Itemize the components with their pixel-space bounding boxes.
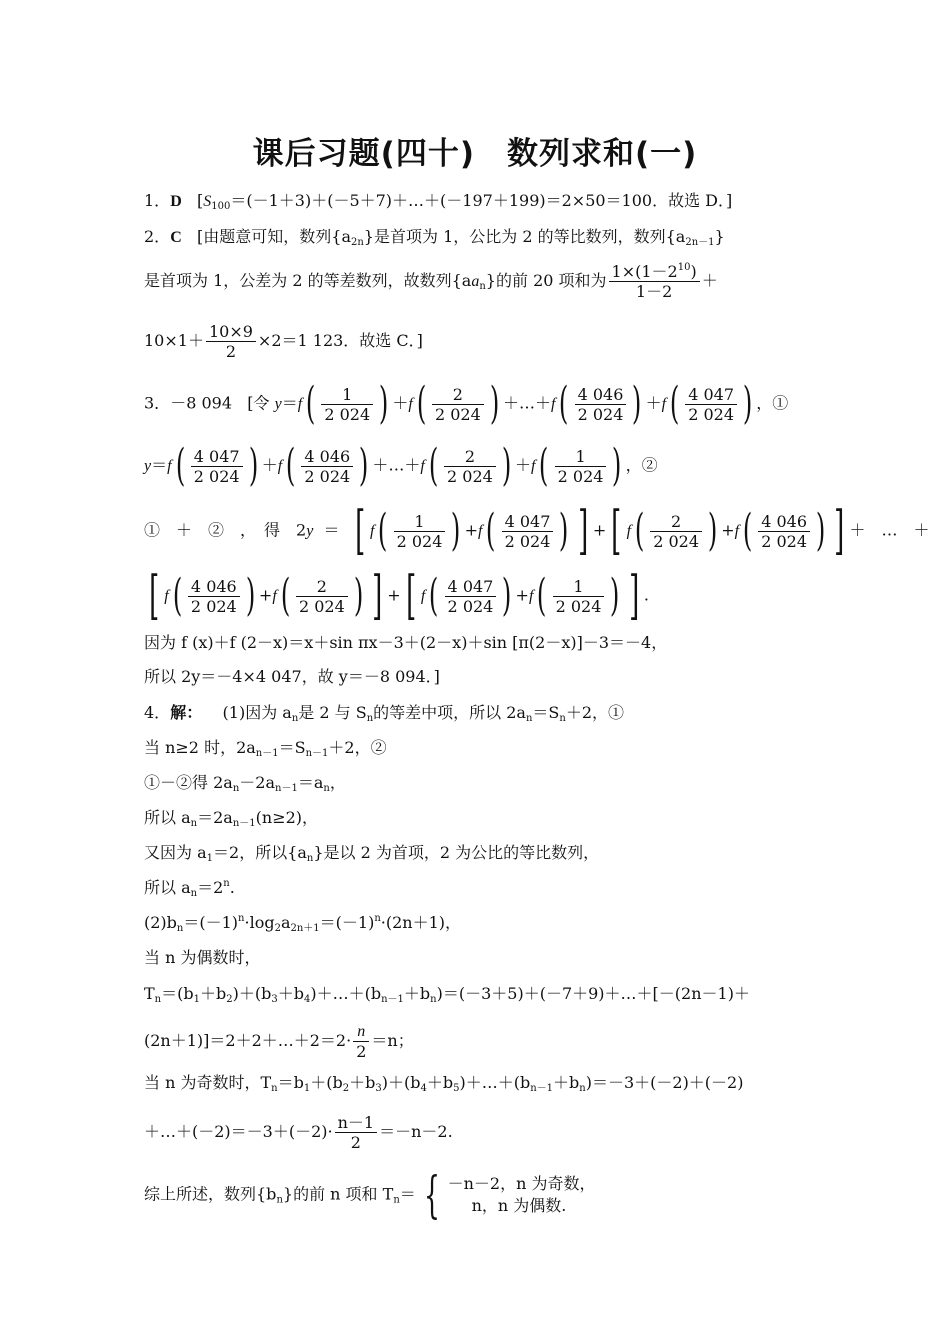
q1-number: 1． — [144, 191, 171, 210]
q3-line-1: 3．－8 094 [令 y＝f( $\frac{1}{2 024}$ ) ＋f( $\frac{2}{2 024}$ ) ＋…＋f( $\frac{4 046}{2 024}$ ) ＋f( $\frac{4 047}{2 024}$ ) ，① — [144, 378, 789, 429]
page-title: 课后习题(四十) 数列求和(一) — [252, 136, 698, 172]
q4-line-13: 综上所述，数列$\{b_n\}$的前 n 项和 $T_n=$ { －n－2，n 为奇数， n，n 为偶数. — [144, 1166, 596, 1224]
q2-answer: C — [170, 229, 182, 246]
q3-number: 3． — [144, 393, 171, 413]
q3-answer: －8 094 — [170, 393, 232, 413]
cases-brace: { — [423, 1166, 440, 1224]
q1-answer: D — [170, 193, 182, 210]
q3-line-4: [ f( $\frac{4 046}{2 024}$ ) +f( $\frac{2}{2 024}$ ) ] +[ f( $\frac{4 047}{2 024}$ ) +f( $\frac{1}{2 024}$ ) ] . — [149, 566, 649, 626]
q4-line-8: 当 n 为偶数时， — [144, 948, 261, 967]
q3-line-6: 所以 2y＝－4×4 047，故 y＝－8 094．] — [144, 667, 440, 686]
q4-line-3: ①－②得 $2a_n-2a_{n-1}=a_n$， — [144, 773, 346, 794]
q2-line-2: 是首项为 1，公差为 2 的等差数列，故数列$\{aa_n\}$的前 20 项和为 $\frac{1\times(1-2^{10})}{1-2}$ ＋ — [144, 262, 718, 301]
q2-line-1: 2．C [由题意可知，数列$\{a_{2n}\}$是首项为 1，公比为 2 的等比数列，数列$\{a_{2n-1}\}$ — [144, 227, 725, 248]
piecewise-cases: －n－2，n 为奇数， n，n 为偶数. — [447, 1174, 596, 1215]
q4-line-7: $(2)b_n=(-1)^n\cdot\log_2a_{2n+1}=(-1)^n\cdot(2n+1)$， — [144, 913, 462, 934]
q2-number: 2． — [144, 227, 171, 246]
q2-fraction-10x9: $\frac{10\times 9}{2}$ — [206, 322, 256, 361]
q3-line-5: 因为 f (x)＋f (2－x)＝x＋sin πx－3＋(2－x)＋sin [π(2－x)]－3＝－4， — [144, 633, 668, 652]
q4-fraction-n-1-2: $\frac{n-1}{2}$ — [335, 1113, 378, 1152]
q3-line-2: y＝f( $\frac{4 047}{2 024}$ ) ＋f( $\frac{4 046}{2 024}$ ) ＋…＋f( $\frac{2}{2 024}$ ) ＋f( $\frac{1}{2 024}$ ) ，② — [144, 440, 658, 491]
q4-line-6: 所以 $a_n=2^n$. — [144, 878, 235, 899]
q4-line-5: 又因为 $a_1=2$，所以$\{a_n\}$是以 2 为首项，2 为公比的等比数列， — [144, 843, 600, 864]
q3-line-3: ① ＋ ② ， 得 2y ＝ [ f( $\frac{1}{2 024}$ ) +f( $\frac{4 047}{2 024}$ ) ] +[ f( $\frac{2}{2 024}$ ) +f( $\frac{4 046}{2 024}$ ) ] ＋ … ＋ — [144, 501, 930, 561]
q4-line-1: 4．解： (1)因为 $a_n$是 2 与 $S_n$的等差中项，所以 $2a_n=S_n+2$，① — [144, 703, 625, 724]
q2-sum-fraction: $\frac{1\times(1-2^{10})}{1-2}$ — [609, 262, 700, 301]
q4-number: 4． — [144, 703, 171, 722]
q4-line-4: 所以 $a_n=2a_{n-1}(n\ge 2)$， — [144, 808, 319, 829]
q2-line-3: 10×1＋ $\frac{10\times 9}{2}$ ×2＝1 123．故选 C．] — [144, 322, 423, 361]
q4-line-9: $T_n=(b_1+b_2)+(b_3+b_4)+\dots+(b_{n-1}+b_n)=(-3+5)+(-7+9)+\dots+[-(2n-1)+$ — [144, 984, 750, 1005]
q4-line-11: 当 n 为奇数时，$T_n=b_1+(b_2+b_3)+(b_4+b_5)+\dots+(b_{n-1}+b_n)=-3+(-2)+(-2)$ — [144, 1073, 744, 1094]
q4-line-10: (2n＋1)]＝2＋2＋…＋2＝2· $\frac{n}{2}$ ＝n； — [144, 1023, 414, 1061]
q1-line: 1．D [$S_{100}=(-1+3)+(-5+7)+\dots+(-197+199)=2\times 50=100$．故选 D．] — [144, 191, 733, 212]
q4-line-12: ＋…＋(－2)＝－3＋(－2)· $\frac{n-1}{2}$ ＝－n－2. — [144, 1113, 453, 1152]
q4-fraction-n-2: $\frac{n}{2}$ — [353, 1022, 369, 1061]
q4-line-2: 当 n≥2 时，$2a_{n-1}=S_{n-1}+2$，② — [144, 738, 387, 759]
